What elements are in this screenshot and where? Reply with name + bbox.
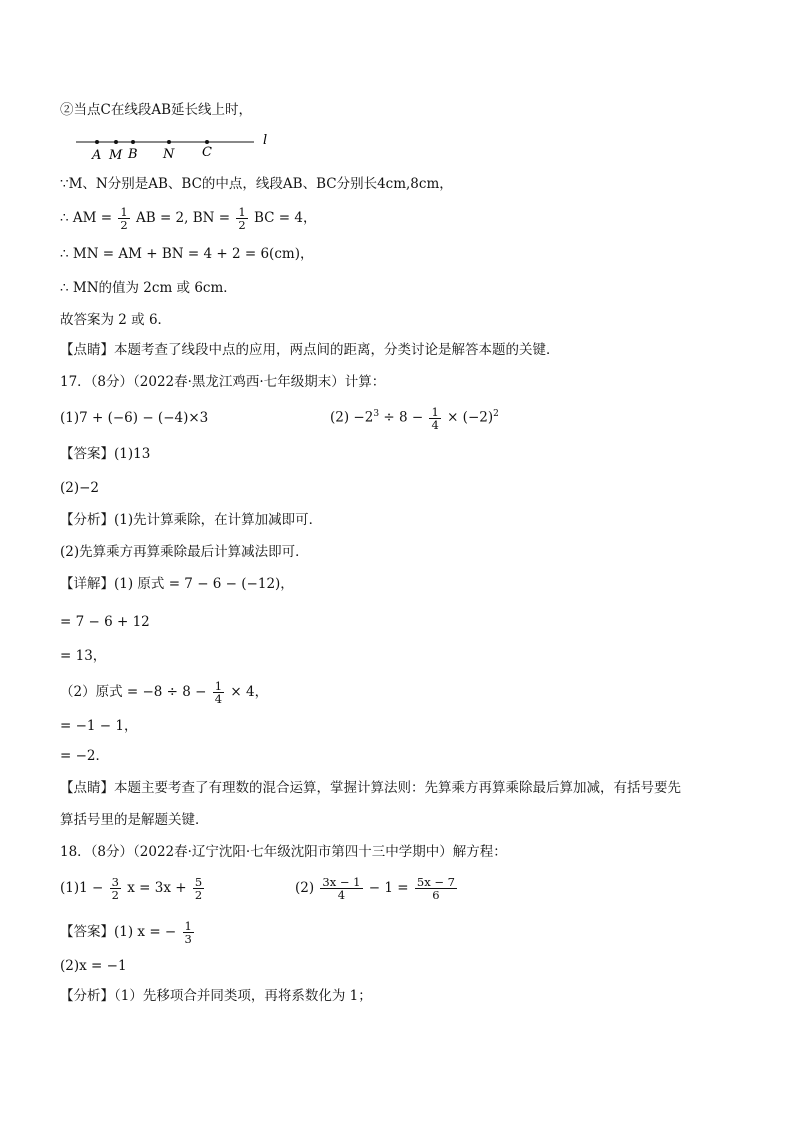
q17-answer2: (2)−2 bbox=[60, 480, 100, 496]
fraction-half: $\frac{1}{2}$ bbox=[120, 205, 128, 232]
q18-analysis: 【分析】（1）先移项合并同类项，再将系数化为 1； bbox=[60, 988, 372, 1004]
q17-detail6: = −2． bbox=[60, 748, 110, 764]
point-N bbox=[167, 140, 171, 144]
point-C bbox=[205, 140, 209, 144]
q17-detail5: = −1 − 1， bbox=[60, 718, 138, 734]
q17-problem2: $(2) -2^3 \div 8$ − $\frac{1}{4}$ × $(-2)^2$ bbox=[330, 404, 499, 432]
q18-problem1: (1)1 − $\frac{3}{2}$ x = 3x + $\frac{5}{2}$ bbox=[60, 875, 203, 902]
label-A: A bbox=[92, 148, 102, 163]
q17-analysis1: 【分析】(1)先计算乘除，在计算加减即可． bbox=[60, 512, 323, 528]
q17-detail3: = 13， bbox=[60, 648, 107, 664]
q17-header: 17．（8分）（2022春·黑龙江鸡西·七年级期末）计算： bbox=[60, 374, 386, 390]
point-M bbox=[114, 140, 118, 144]
number-line-diagram bbox=[70, 128, 290, 164]
case2-step2: ∴ MN = AM + BN = 4 + 2 = 6(cm)， bbox=[60, 246, 314, 262]
fraction-three-halves: $\frac{3}{2}$ bbox=[111, 875, 119, 902]
fraction-quarter-2: $\frac{1}{4}$ bbox=[214, 679, 223, 706]
q17-detail4: （2）原式 = −8 ÷ 8 − $\frac{1}{4}$ × 4， bbox=[60, 679, 269, 706]
q18-answer1: 【答案】(1) x = − $\frac{1}{3}$ bbox=[60, 919, 192, 946]
point-B bbox=[131, 140, 135, 144]
label-B: B bbox=[128, 147, 138, 162]
case2-title: ②当点C在线段AB延长线上时， bbox=[60, 102, 252, 118]
q18-problem2: (2) $\frac{3x - 1}{4}$ − 1 = $\frac{5x - 7}{6}$ bbox=[295, 875, 455, 902]
q17-comment2: 算括号里的是解题关键． bbox=[60, 812, 209, 828]
q17-answer1: 【答案】(1)13 bbox=[60, 446, 151, 462]
fraction-quarter: $\frac{1}{4}$ bbox=[431, 404, 439, 432]
case2-step3: ∴ MN的值为 2cm 或 6cm． bbox=[60, 280, 237, 296]
q17-comment1: 【点睛】本题主要考查了有理数的混合运算，掌握计算法则：先算乘方再算乘除最后算加减，有括号要先 bbox=[60, 780, 681, 796]
q17-detail1: 【详解】(1) 原式 = 7 − 6 − (−12)， bbox=[60, 576, 294, 592]
q18-header: 18．（8分）（2022春·辽宁沈阳·七年级沈阳市第四十三中学期中）解方程： bbox=[60, 844, 507, 860]
fraction-half-2: $\frac{1}{2}$ bbox=[238, 205, 246, 232]
case2-step1: ∴ AM = $\frac{1}{2}$ AB = 2, BN = $\frac{1}{2}$ BC = 4， bbox=[60, 205, 317, 232]
case2-given: ∵M、N分别是AB、BC的中点，线段AB、BC分别长4cm,8cm， bbox=[60, 176, 453, 192]
point-A bbox=[95, 140, 99, 144]
q18-answer2: (2)x = −1 bbox=[60, 958, 127, 974]
fraction-3x-1-over-4: $\frac{3x - 1}{4}$ bbox=[322, 875, 361, 902]
label-l: l bbox=[263, 133, 268, 148]
case2-comment: 【点睛】本题考查了线段中点的应用，两点间的距离，分类讨论是解答本题的关键． bbox=[60, 342, 560, 358]
label-C: C bbox=[202, 145, 212, 160]
label-M: M bbox=[109, 148, 123, 163]
label-N: N bbox=[163, 147, 175, 162]
case2-final: 故答案为 2 或 6． bbox=[60, 312, 172, 328]
fraction-5x-7-over-6: $\frac{5x - 7}{6}$ bbox=[416, 875, 455, 902]
q17-problem1: (1)7 + (−6) − (−4)×3 bbox=[60, 410, 209, 426]
fraction-five-halves: $\frac{5}{2}$ bbox=[194, 875, 203, 902]
q17-analysis2: (2)先算乘方再算乘除最后计算减法即可． bbox=[60, 544, 309, 560]
fraction-third: $\frac{1}{3}$ bbox=[184, 919, 192, 946]
q17-detail2: = 7 − 6 + 12 bbox=[60, 614, 150, 630]
